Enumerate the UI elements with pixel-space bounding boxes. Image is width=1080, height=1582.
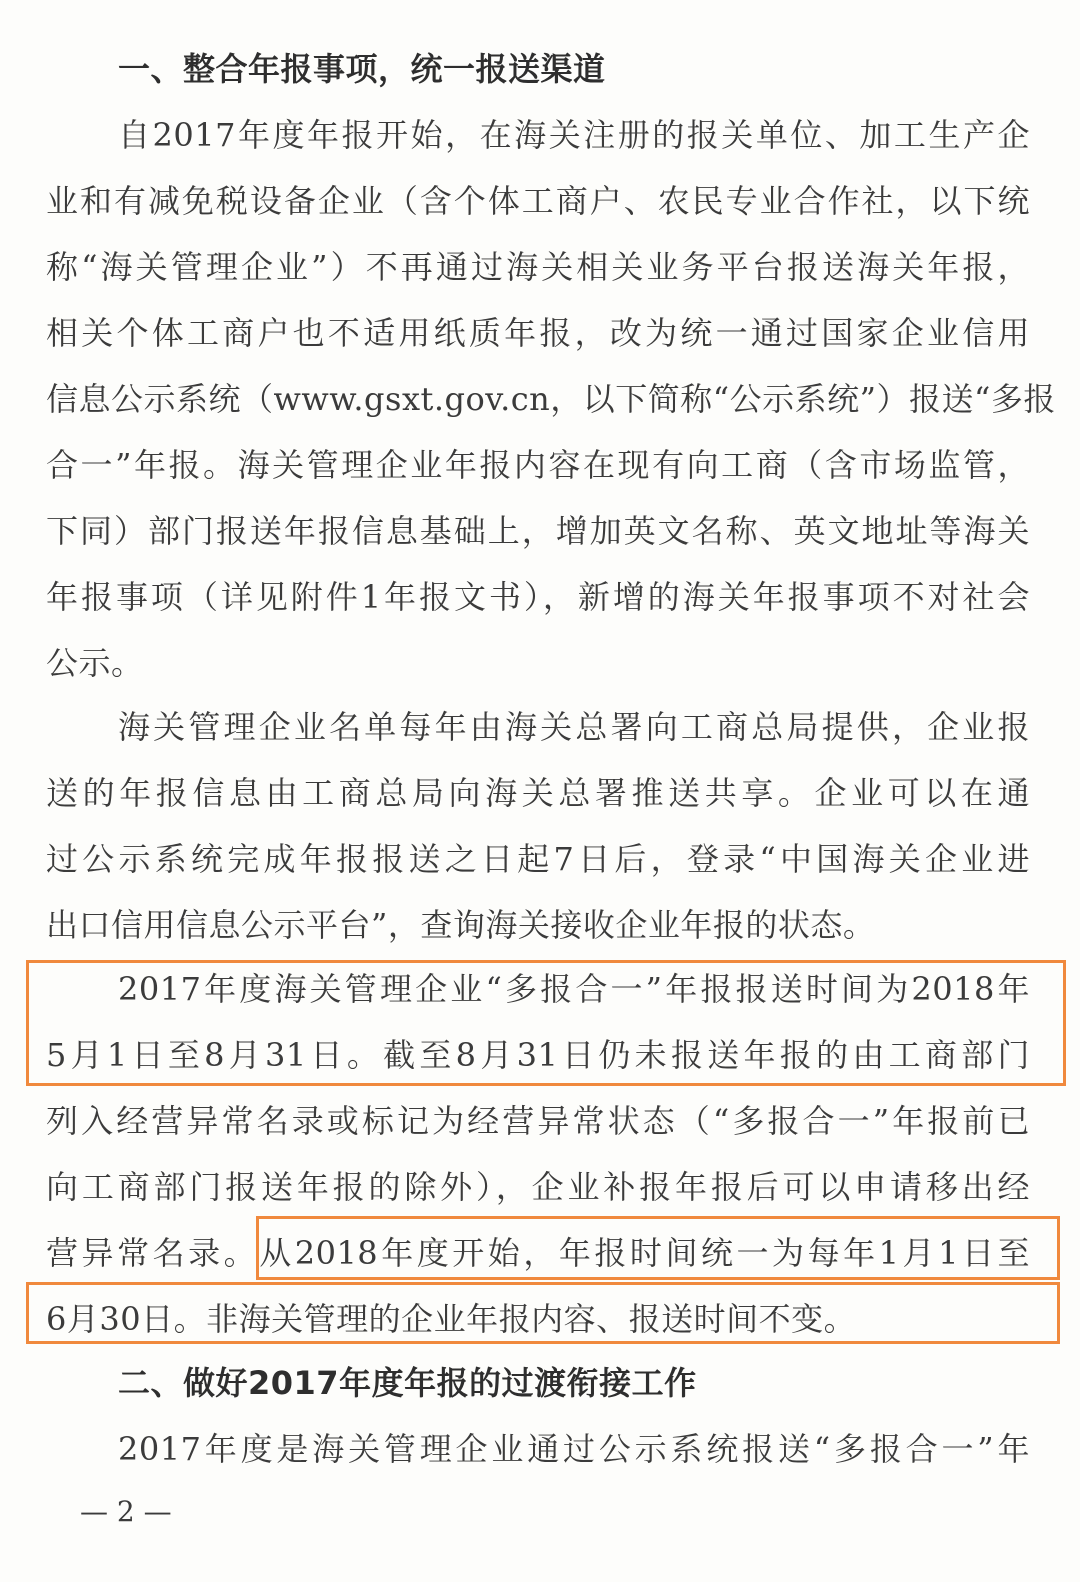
text-line-15: 5月1日至8月31日。截至8月31日仍未报送年报的由工商部门 xyxy=(46,1036,1030,1074)
text-line-13: 出口信用信息公示平台”，查询海关接收企业年报的状态。 xyxy=(46,906,876,944)
text-line-4: 相关个体工商户也不适用纸质年报，改为统一通过国家企业信用 xyxy=(46,314,1030,352)
text-line-1: 自2017年度年报开始，在海关注册的报关单位、加工生产企 xyxy=(118,116,1030,154)
highlight-box-new-period xyxy=(256,1216,1060,1280)
text-line-19: 6月30日。非海关管理的企业年报内容、报送时间不变。 xyxy=(46,1300,857,1338)
highlight-box-end-date xyxy=(26,1282,1060,1344)
section-heading-2: 二、做好2017年度年报的过渡衔接工作 xyxy=(118,1364,697,1402)
text-line-5: 信息公示系统（www.gsxt.gov.cn，以下简称“公示系统”）报送“多报 xyxy=(46,380,1056,418)
text-line-3: 称“海关管理企业”）不再通过海关相关业务平台报送海关年报， xyxy=(46,248,1030,286)
text-line-8: 年报事项（详见附件1年报文书），新增的海关年报事项不对社会 xyxy=(46,578,1030,616)
text-line-11: 送的年报信息由工商总局向海关总署推送共享。企业可以在通 xyxy=(46,774,1030,812)
text-line-7: 下同）部门报送年报信息基础上，增加英文名称、英文地址等海关 xyxy=(46,512,1030,550)
section-heading-1: 一、整合年报事项，统一报送渠道 xyxy=(118,50,606,88)
text-line-6: 合一”年报。海关管理企业年报内容在现有向工商（含市场监管， xyxy=(46,446,1030,484)
text-line-17: 向工商部门报送年报的除外），企业补报年报后可以申请移出经 xyxy=(46,1168,1030,1206)
text-line-18: 营异常名录。从2018年度开始，年报时间统一为每年1月1日至 xyxy=(46,1234,1030,1272)
text-line-2: 业和有减免税设备企业（含个体工商户、农民专业合作社，以下统 xyxy=(46,182,1030,220)
text-line-21: 2017年度是海关管理企业通过公示系统报送“多报合一”年 xyxy=(118,1430,1030,1468)
text-line-12: 过公示系统完成年报报送之日起7日后，登录“中国海关企业进 xyxy=(46,840,1030,878)
text-line-14: 2017年度海关管理企业“多报合一”年报报送时间为2018年 xyxy=(118,970,1030,1008)
highlight-box-deadline xyxy=(26,960,1066,1086)
text-line-9: 公示。 xyxy=(46,644,144,682)
page-number: — 2 — xyxy=(80,1495,172,1528)
text-line-16: 列入经营异常名录或标记为经营异常状态（“多报合一”年报前已 xyxy=(46,1102,1030,1140)
text-line-10: 海关管理企业名单每年由海关总署向工商总局提供，企业报 xyxy=(118,708,1030,746)
